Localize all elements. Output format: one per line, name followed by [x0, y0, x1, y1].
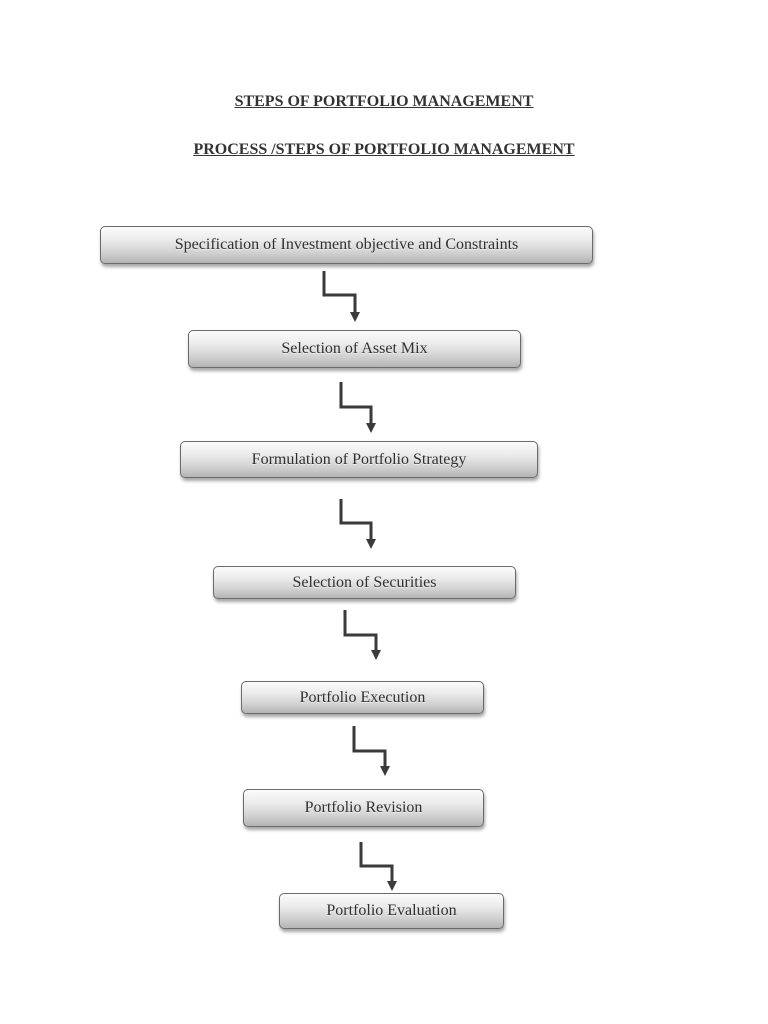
arrow-connector-5: [354, 726, 385, 767]
step-evaluation-label: Portfolio Evaluation: [326, 902, 457, 919]
arrow-connector-1: [324, 271, 355, 313]
step-strategy-label: Formulation of Portfolio Strategy: [251, 450, 467, 468]
step-asset-mix-box: [188, 330, 521, 368]
arrow-head-6: [387, 881, 397, 891]
step-specification-label: Specification of Investment objective and Constraints: [174, 236, 519, 253]
step-strategy-box: [180, 441, 538, 478]
step-specification-box: [100, 226, 593, 264]
step-execution-box: [241, 681, 484, 714]
arrow-head-2: [366, 423, 376, 433]
step-execution-label: Portfolio Execution: [299, 688, 426, 706]
step-evaluation-box: [279, 893, 504, 929]
arrow-head-4: [371, 650, 381, 660]
arrow-connector-6: [361, 842, 392, 882]
arrow-head-5: [380, 766, 390, 776]
arrow-connector-3: [341, 499, 371, 540]
step-asset-mix-label: Selection of Asset Mix: [281, 340, 428, 357]
arrow-connector-2: [341, 382, 371, 424]
step-revision-label: Portfolio Revision: [304, 799, 423, 816]
step-securities-box: [213, 566, 516, 599]
document-subtitle: PROCESS /STEPS OF PORTFOLIO MANAGEMENT: [193, 141, 575, 158]
step-securities-label: Selection of Securities: [292, 573, 437, 591]
arrow-connector-4: [345, 610, 376, 651]
arrow-head-1: [350, 312, 360, 322]
arrow-head-3: [366, 539, 376, 549]
step-revision-box: [243, 789, 484, 827]
document-title: STEPS OF PORTFOLIO MANAGEMENT: [234, 93, 534, 110]
